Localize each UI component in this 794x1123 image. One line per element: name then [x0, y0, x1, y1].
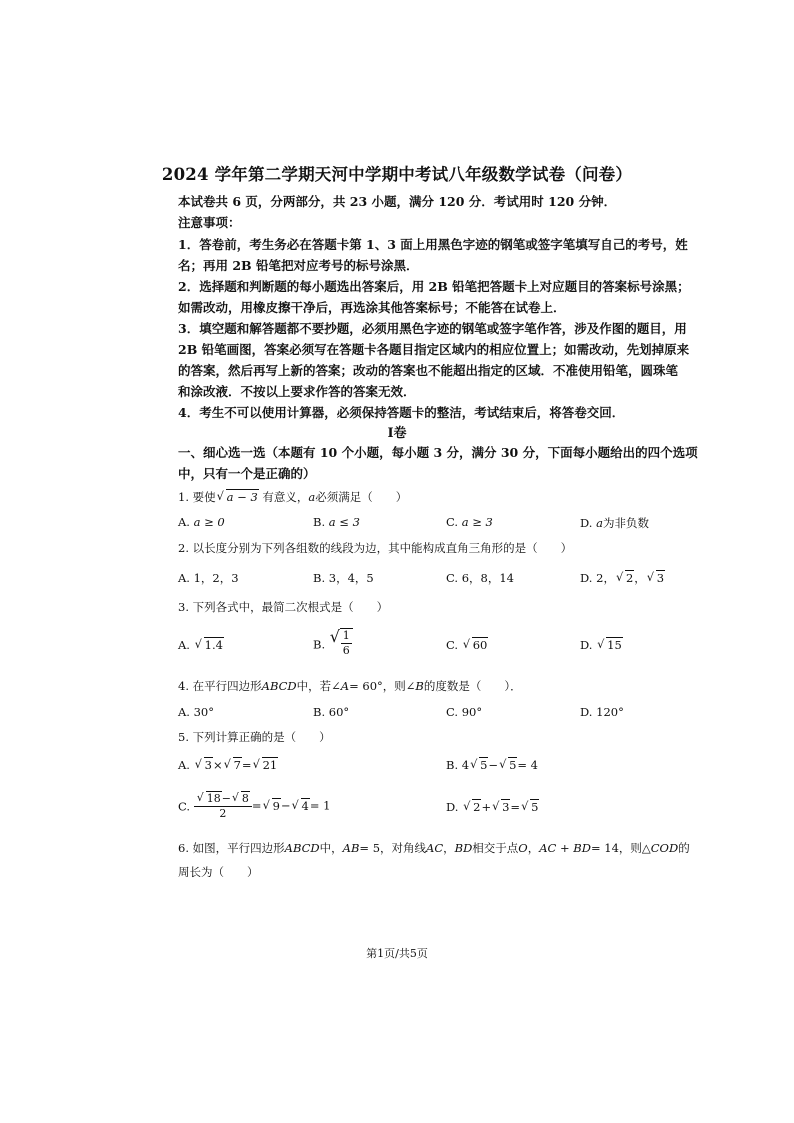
- notice-heading: 注意事项：: [178, 215, 241, 230]
- note-line: 1．答卷前，考生务必在答题卡第 1、3 面上用黑色字迹的钢笔或签字笔填写自己的考号，姓: [178, 237, 688, 252]
- option-b: B. 4√ 5−√ 5= 4: [446, 758, 538, 772]
- note-line: 和涂改液．不按以上要求作答的答案无效．: [178, 384, 416, 399]
- note-line: 的答案，然后再写上新的答案；改动的答案也不能超出指定的区域．不准使用铅笔，圆珠笔: [178, 363, 679, 378]
- section-heading: Ⅰ卷: [387, 426, 407, 441]
- note-line: 2B 铅笔画图，答案必须写在答题卡各题目指定区域内的相应位置上；如需改动，先划掉原来: [178, 342, 690, 357]
- question-3: 3. 下列各式中，最简二次根式是（ ）: [178, 600, 389, 614]
- option-c: C. a ≥ 3: [446, 515, 493, 529]
- question-2: 2. 以长度分别为下列各组数的线段为边，其中能构成直角三角形的是（ ）: [178, 541, 573, 555]
- option-c: C. √ $\frac{18-√ 8}{2}$ =√ 9−√ 4= 1: [178, 792, 330, 821]
- question-4: 4. 在平行四边形ABCD中，若∠A= 60°，则∠B的度数是（ ）．: [178, 679, 522, 693]
- question-6: 6. 如图，平行四边形ABCD中，AB= 5，对角线AC，BD相交于点O，AC + BD= 14，则△COD的: [178, 841, 690, 855]
- sqrt-expr: √ a − 3: [217, 490, 259, 504]
- option-d: D. 120°: [580, 705, 624, 719]
- part-one-heading: 中，只有一个是正确的）: [178, 466, 316, 481]
- question-5: 5. 下列计算正确的是（ ）: [178, 730, 331, 744]
- option-d: D. a为非负数: [580, 516, 649, 530]
- option-a: A. √ 1.4: [178, 638, 224, 652]
- question-1: 1. 要使√ a − 3 有意义，a必须满足（ ）: [178, 489, 407, 505]
- option-c: C. 6，8，14: [446, 571, 514, 585]
- option-b: B. 3，4，5: [313, 571, 374, 585]
- option-b: B. √ $\frac{1}{6}$: [313, 628, 353, 658]
- option-a: A. √ 3×√ 7=√ 21: [178, 758, 278, 772]
- note-line: 如需改动，用橡皮擦干净后，再选涂其他答案标号；不能答在试卷上．: [178, 300, 566, 315]
- option-d: D. √ 2+√ 3=√ 5: [446, 800, 539, 814]
- part-one-heading: 一、细心选一选（本题有 10 个小题，每小题 3 分，满分 30 分，下面每小题给出的四个选项: [178, 445, 698, 460]
- option-a: A. a ≥ 0: [178, 515, 225, 529]
- page-title: 2024 学年第二学期天河中学期中考试八年级数学试卷（问卷）: [161, 165, 633, 184]
- option-b: B. a ≤ 3: [313, 515, 360, 529]
- note-line: 2．选择题和判断题的每小题选出答案后，用 2B 铅笔把答题卡上对应题目的答案标号涂黑；: [178, 279, 690, 294]
- option-a: A. 30°: [178, 705, 214, 719]
- option-c: C. √ 60: [446, 638, 488, 652]
- option-a: A. 1，2，3: [178, 571, 239, 585]
- note-line: 3．填空题和解答题都不要抄题，必须用黑色字迹的钢笔或签字笔作答，涉及作图的题目，用: [178, 321, 687, 336]
- note-line: 名；再用 2B 铅笔把对应考号的标号涂黑．: [178, 258, 419, 273]
- option-d: D. √ 15: [580, 638, 623, 652]
- option-c: C. 90°: [446, 705, 483, 719]
- question-6-continued: 周长为（ ）: [178, 865, 259, 879]
- page-footer: 第1页/共5页: [366, 947, 428, 960]
- option-b: B. 60°: [313, 705, 350, 719]
- note-line: 4．考生不可以使用计算器，必须保持答题卡的整洁，考试结束后，将答卷交回．: [178, 405, 625, 420]
- option-d: D. 2，√ 2，√ 3: [580, 570, 665, 586]
- intro-text: 本试卷共 6 页，分两部分，共 23 小题，满分 120 分．考试用时 120 分钟．: [178, 194, 617, 209]
